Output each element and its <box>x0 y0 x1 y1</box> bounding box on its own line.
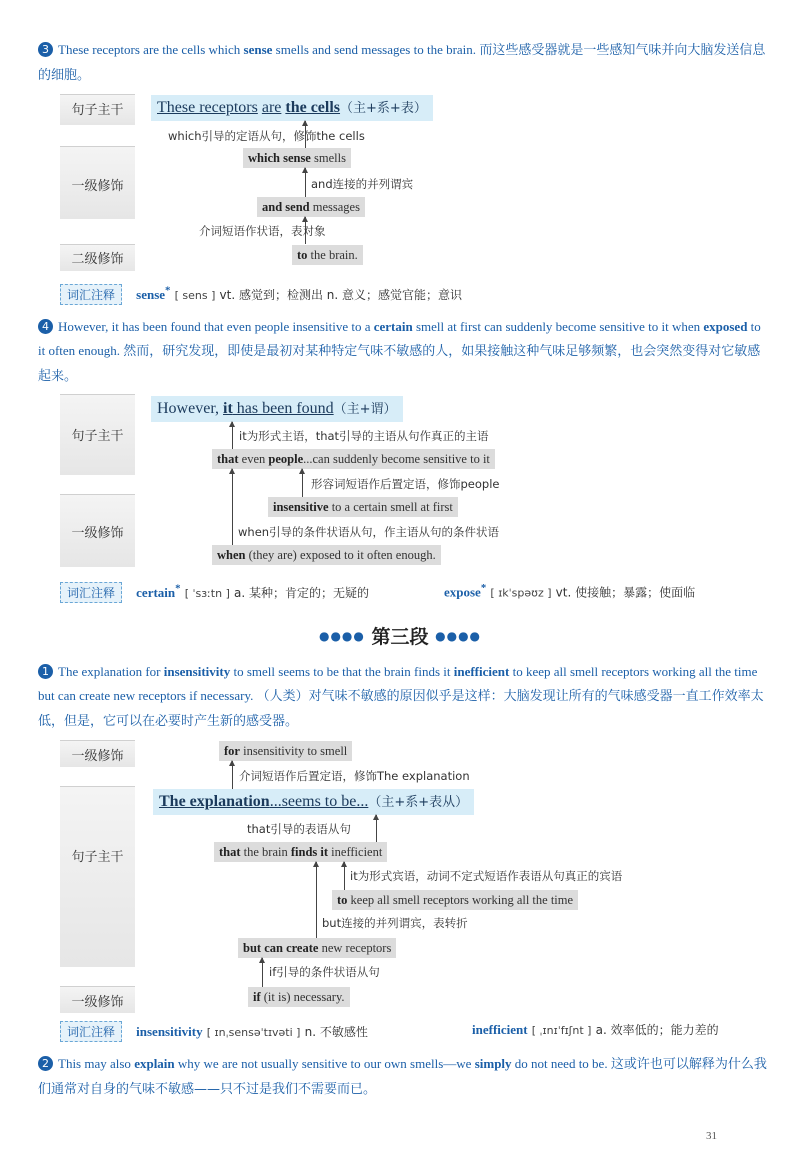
keyword: simply <box>474 1056 512 1071</box>
vocab-note <box>60 582 369 603</box>
vocab-word: sense <box>136 287 166 302</box>
sentence-number-badge: 2 <box>38 1056 53 1071</box>
annotation: 介词短语作状语，表对象 <box>199 224 326 238</box>
modifier-box: if (it is) necessary. <box>248 987 350 1007</box>
vocab-word: inefficient <box>472 1022 528 1037</box>
arrow <box>232 761 233 791</box>
modifier-box: that even people...can suddenly become sensitive to it <box>212 449 495 469</box>
sentence-number-badge: 1 <box>38 664 53 679</box>
modifier-box: that the brain finds it inefficient <box>214 842 387 862</box>
modifier-box: for insensitivity to smell <box>219 741 352 761</box>
paragraph-4: 4 However, it has been found that even people insensitive to a certain smell at first can suddenly become sensitive to it when exposed to it often enough. 然而，研究发现，即使是最初对某种特定气味不敏感的人，如果接触这种气味足够频繁，也会突然变得对它敏感起来。 <box>38 319 761 384</box>
arrow <box>302 469 303 497</box>
modifier-box: to the brain. <box>292 245 363 265</box>
paragraph-3-1: 1 The explanation for insensitivity to smell seems to be that the brain finds it inefficient to keep all smell receptors working all the time but can create new receptors if necessary. （人类）对气味不敏感的原因似乎是这样：大脑发现让所有的气味感受器一直工作效率太低，但是，它可以在必要时产生新的感受器。 <box>38 664 764 729</box>
keyword: inefficient <box>453 664 510 679</box>
paragraph-3-2: 2 This may also explain why we are not usually sensitive to our own smells—we simply do not need to be. 这或许也可以解释为什么我们通常对自身的气味不敏感——只不过是我们不需要而已。 <box>38 1056 767 1097</box>
arrow <box>316 862 317 938</box>
annotation: it为形式宾语，动词不定式短语作表语从句真正的宾语 <box>350 869 623 883</box>
keyword: certain <box>373 319 413 334</box>
annotation: it为形式主语，that引导的主语从句作真正的主语 <box>239 429 489 443</box>
chinese-translation: 而这些感受器就是一些感知气味并向大脑发送信息的细胞。 <box>38 43 766 83</box>
main-clause: However, it has been found（主+谓） <box>151 396 403 422</box>
vocab-note <box>60 284 462 305</box>
vocab-word: expose <box>444 584 481 600</box>
sentence-number-badge: 3 <box>38 42 53 57</box>
vocab-tag: 词汇注释 <box>60 284 122 305</box>
annotation: and连接的并列谓宾 <box>311 177 414 191</box>
main-clause: The explanation...seems to be...（主+系+表从） <box>153 789 474 815</box>
label-main-clause: 句子主干 <box>71 429 124 444</box>
definition: vt. 感觉到；检测出 n. 意义；感觉官能；意识 <box>219 288 463 302</box>
tab-background <box>60 786 135 967</box>
annotation: which引导的定语从句，修饰the cells <box>168 129 365 143</box>
arrow <box>344 862 345 890</box>
star-icon: * <box>175 582 181 595</box>
annotation: 形容词短语作后置定语，修饰people <box>311 477 500 491</box>
annotation: 介词短语作后置定语，修饰The explanation <box>239 769 470 783</box>
annotation: if引导的条件状语从句 <box>269 965 380 979</box>
phonetic: [ ˈsɜːtn ] <box>184 587 230 600</box>
phonetic: [ ˌɪnɪˈfɪʃnt ] <box>531 1024 592 1037</box>
arrow <box>262 958 263 987</box>
section-title: 第三段 <box>371 626 429 648</box>
modifier-box: insensitive to a certain smell at first <box>268 497 458 517</box>
vocab-note <box>444 582 695 600</box>
definition: a. 某种；肯定的；无疑的 <box>234 586 369 600</box>
keyword: sense <box>243 42 273 57</box>
vocab-word: certain <box>136 585 176 600</box>
modifier-box: when (they are) exposed to it often enough. <box>212 545 441 565</box>
definition: n. 不敏感性 <box>304 1025 368 1039</box>
label-first-modifier: 一级修饰 <box>71 179 124 194</box>
definition: a. 效率低的；能力差的 <box>595 1023 719 1037</box>
annotation: when引导的条件状语从句，作主语从句的条件状语 <box>238 525 500 539</box>
paragraph-3: 3 These receptors are the cells which sense smells and send messages to the brain. 而这些感受器就是一些感知气味并向大脑发送信息的细胞。 <box>38 42 766 83</box>
vocab-tag: 词汇注释 <box>60 582 122 603</box>
modifier-box: and send messages <box>257 197 365 217</box>
arrow <box>232 422 233 450</box>
label-main-clause: 句子主干 <box>71 103 124 118</box>
star-icon: * <box>480 582 487 594</box>
vocab-tag: 词汇注释 <box>60 1021 122 1042</box>
star-icon: * <box>165 284 171 297</box>
annotation: but连接的并列谓宾，表转折 <box>322 916 468 930</box>
decorative-dots-icon: ●●●● <box>318 629 365 643</box>
label-first-modifier: 一级修饰 <box>71 749 124 764</box>
vocab-word: insensitivity <box>136 1024 203 1039</box>
keyword: explain <box>134 1056 175 1071</box>
modifier-box: which sense smells <box>243 148 351 168</box>
modifier-box: but can create new receptors <box>238 938 396 958</box>
main-clause: These receptors are the cells（主+系+表） <box>151 95 433 121</box>
keyword: insensitivity <box>163 664 231 679</box>
annotation: that引导的表语从句 <box>247 822 351 836</box>
definition: vt. 使接触；暴露；使面临 <box>555 585 696 600</box>
vocab-note <box>60 1021 368 1042</box>
sentence-number-badge: 4 <box>38 319 53 334</box>
phonetic: [ sens ] <box>174 289 216 302</box>
modifier-box: to keep all smell receptors working all the time <box>332 890 578 910</box>
chinese-translation: 这或许也可以解释为什么我们通常对自身的气味不敏感——只不过是我们不需要而已。 <box>38 1057 767 1097</box>
section-heading <box>0 622 800 649</box>
arrow <box>376 815 377 842</box>
label-first-modifier: 一级修饰 <box>71 995 124 1010</box>
decorative-dots-icon: ●●●● <box>435 629 482 643</box>
chinese-translation: 然而，研究发现，即使是最初对某种特定气味不敏感的人，如果接触这种气味足够频繁，也会突然变得对它敏感起来。 <box>38 344 761 384</box>
keyword: exposed <box>703 319 748 334</box>
label-main-clause: 句子主干 <box>71 850 124 865</box>
label-first-modifier: 一级修饰 <box>71 526 124 541</box>
page-number: 31 <box>706 1130 717 1142</box>
phonetic: [ ɪnˌsensəˈtɪvəti ] <box>206 1026 301 1039</box>
arrow <box>305 168 306 198</box>
vocab-note <box>472 1021 719 1038</box>
label-second-modifier: 二级修饰 <box>71 252 124 267</box>
arrow <box>232 469 233 545</box>
phonetic: [ ɪkˈspəʊz ] <box>490 586 552 600</box>
chinese-translation: （人类）对气味不敏感的原因似乎是这样：大脑发现让所有的气味感受器一直工作效率太低，但是，它可以在必要时产生新的感受器。 <box>38 689 764 729</box>
